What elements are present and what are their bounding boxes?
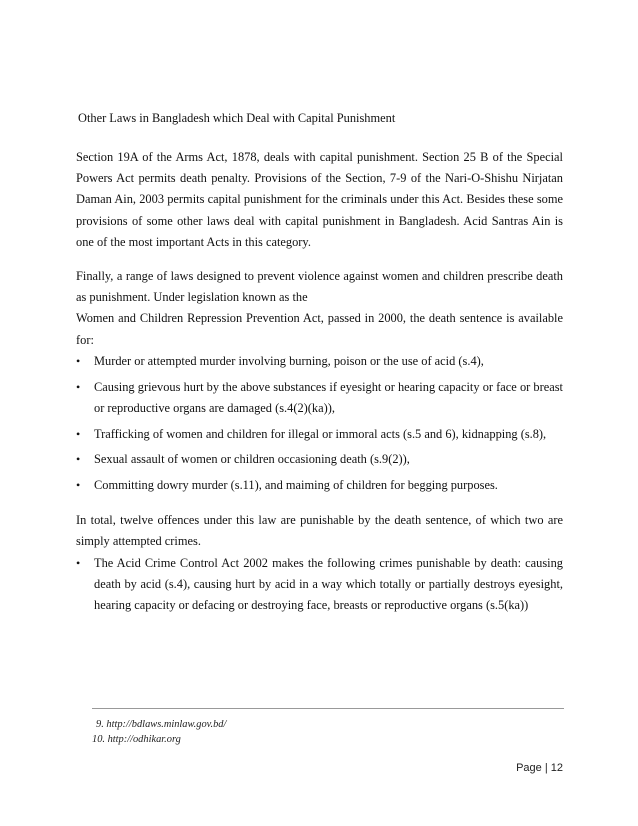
- bullet-icon: •: [76, 556, 81, 570]
- paragraph-total-offences: In total, twelve offences under this law are punishable by the death sentence, of which two are simply attempted crimes.: [76, 513, 563, 549]
- page-number: Page | 12: [516, 762, 563, 774]
- section-heading: Other Laws in Bangladesh which Deal with Capital Punishment: [78, 111, 396, 125]
- bullet-icon: •: [76, 379, 81, 394]
- list-item: • The Acid Crime Control Act 2002 makes the following crimes punishable by death: causing death by acid (s.4), causing hurt by acid in a way which totally or partially destroys eyesight, hearing capacity or defacing or destroying face, breasts or reproductive organs (s.5(ka)): [76, 553, 563, 617]
- footnote-9: 9. http://bdlaws.minlaw.gov.bd/: [96, 719, 227, 730]
- acid-act-list: [76, 553, 563, 621]
- paragraph-women-children-laws: [76, 266, 563, 351]
- bullet-icon: •: [76, 452, 81, 467]
- list-item: • Murder or attempted murder involving burning, poison or the use of acid (s.4),: [76, 351, 563, 372]
- footnote-10: 10. http://odhikar.org: [92, 734, 181, 745]
- paragraph-line: Women and Children Repression Prevention Act, passed in 2000, the death sentence is available for:: [76, 311, 563, 347]
- list-item: • Sexual assault of women or children occasioning death (s.9(2)),: [76, 449, 563, 470]
- list-item: • Trafficking of women and children for illegal or immoral acts (s.5 and 6), kidnapping (s.8),: [76, 424, 563, 445]
- offence-list: [76, 351, 563, 501]
- bullet-icon: •: [76, 426, 81, 441]
- paragraph-line: Finally, a range of laws designed to prevent violence against women and children prescribe death as punishment. Under legislation known as the: [76, 269, 563, 305]
- bullet-icon: •: [76, 354, 81, 368]
- list-item: • Causing grievous hurt by the above substances if eyesight or hearing capacity or face or breast or reproductive organs are damaged (s.4(2)(ka)),: [76, 377, 563, 419]
- paragraph-other-laws: Section 19A of the Arms Act, 1878, deals with capital punishment. Section 25 B of the Special Powers Act permits death penalty. Provisions of the Section, 7-9 of the Nari-O-Shishu Nirjatan Daman Ain, 2003 permits capital punishment for the criminals under this Act. Besides these some provisions of some other laws deal with capital punishment in Bangladesh. Acid Santras Ain is one of the most important Acts in this category.: [76, 150, 563, 249]
- bullet-icon: •: [76, 478, 81, 493]
- list-item: • Committing dowry murder (s.11), and maiming of children for begging purposes.: [76, 475, 563, 496]
- footnote-divider: [92, 708, 564, 709]
